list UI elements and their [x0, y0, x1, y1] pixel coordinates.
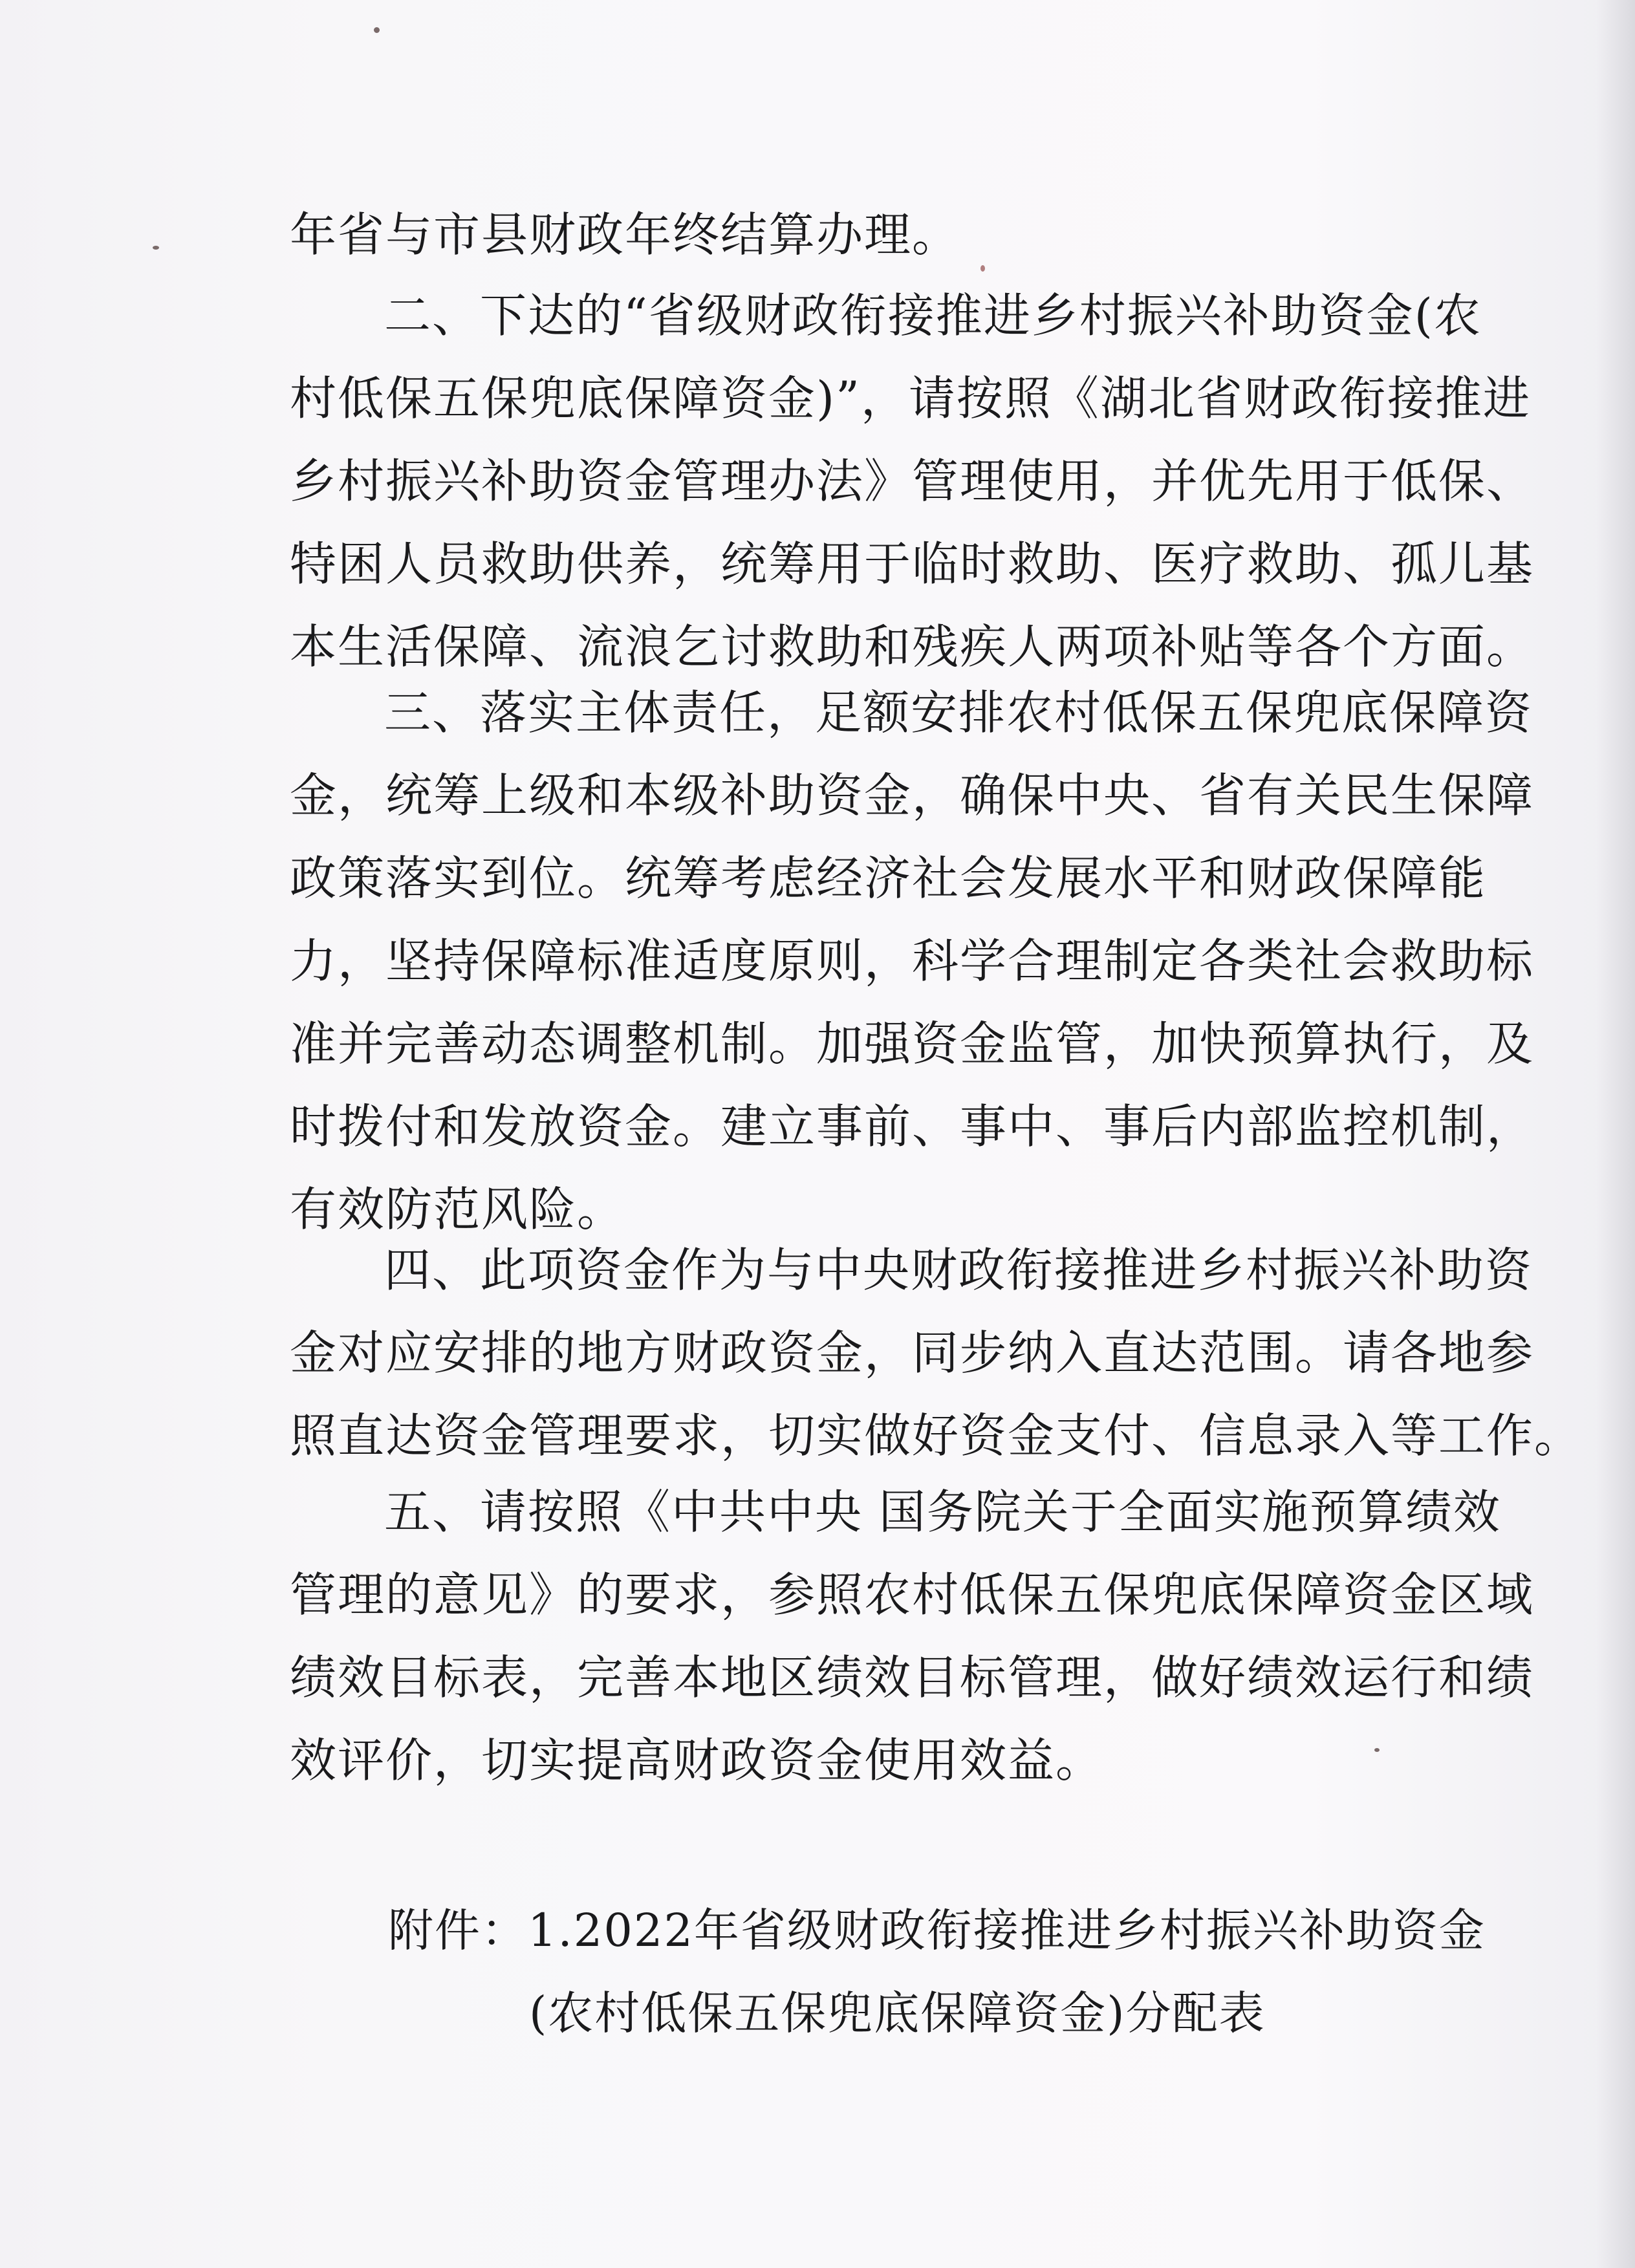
scan-speck	[374, 27, 380, 33]
body-line: 政策落实到位。统筹考虑经济社会发展水平和财政保障能	[290, 851, 1487, 905]
body-line: 村低保五保兜底保障资金)”，请按照《湖北省财政衔接推进	[290, 371, 1531, 426]
body-line: 准并完善动态调整机制。加强资金监管，加快预算执行，及	[290, 1017, 1535, 1071]
body-line: 四、此项资金作为与中央财政衔接推进乡村振兴补助资	[384, 1243, 1533, 1297]
body-line: 二、下达的“省级财政衔接推进乡村振兴补助资金(农	[384, 288, 1482, 343]
body-line: 年省与市县财政年终结算办理。	[290, 208, 960, 262]
body-line: 效评价，切实提高财政资金使用效益。	[290, 1733, 1104, 1787]
body-line: 金对应安排的地方财政资金，同步纳入直达范围。请各地参	[290, 1326, 1535, 1380]
body-line: 金，统筹上级和本级补助资金，确保中央、省有关民生保障	[290, 768, 1535, 823]
attachment-line-1: 附件：1.2022年省级财政衔接推进乡村振兴补助资金	[388, 1904, 1486, 1957]
body-line: 三、落实主体责任，足额安排农村低保五保兜底保障资	[384, 686, 1533, 740]
page-edge-shadow	[1596, 0, 1635, 2268]
body-line: 力，坚持保障标准适度原则，科学合理制定各类社会救助标	[290, 934, 1535, 988]
scan-speck	[153, 246, 159, 250]
body-line: 照直达资金管理要求，切实做好资金支付、信息录入等工作。	[290, 1409, 1583, 1463]
body-line: 本生活保障、流浪乞讨救助和残疾人两项补贴等各个方面。	[290, 620, 1535, 674]
scan-speck	[1374, 1748, 1380, 1752]
body-line: 时拨付和发放资金。建立事前、事中、事后内部监控机制，	[290, 1099, 1535, 1154]
body-line: 管理的意见》的要求，参照农村低保五保兜底保障资金区域	[290, 1568, 1535, 1622]
scan-speck	[980, 265, 985, 272]
body-line: 五、请按照《中共中央 国务院关于全面实施预算绩效	[384, 1485, 1501, 1539]
body-line: 绩效目标表，完善本地区绩效目标管理，做好绩效运行和绩	[290, 1650, 1535, 1705]
body-line: 有效防范风险。	[290, 1182, 625, 1237]
body-line: 乡村振兴补助资金管理办法》管理使用，并优先用于低保、	[290, 454, 1535, 508]
body-line: 特困人员救助供养，统筹用于临时救助、医疗救助、孤儿基	[290, 537, 1535, 591]
attachment-line-2: (农村低保五保兜底保障资金)分配表	[529, 1987, 1266, 2040]
